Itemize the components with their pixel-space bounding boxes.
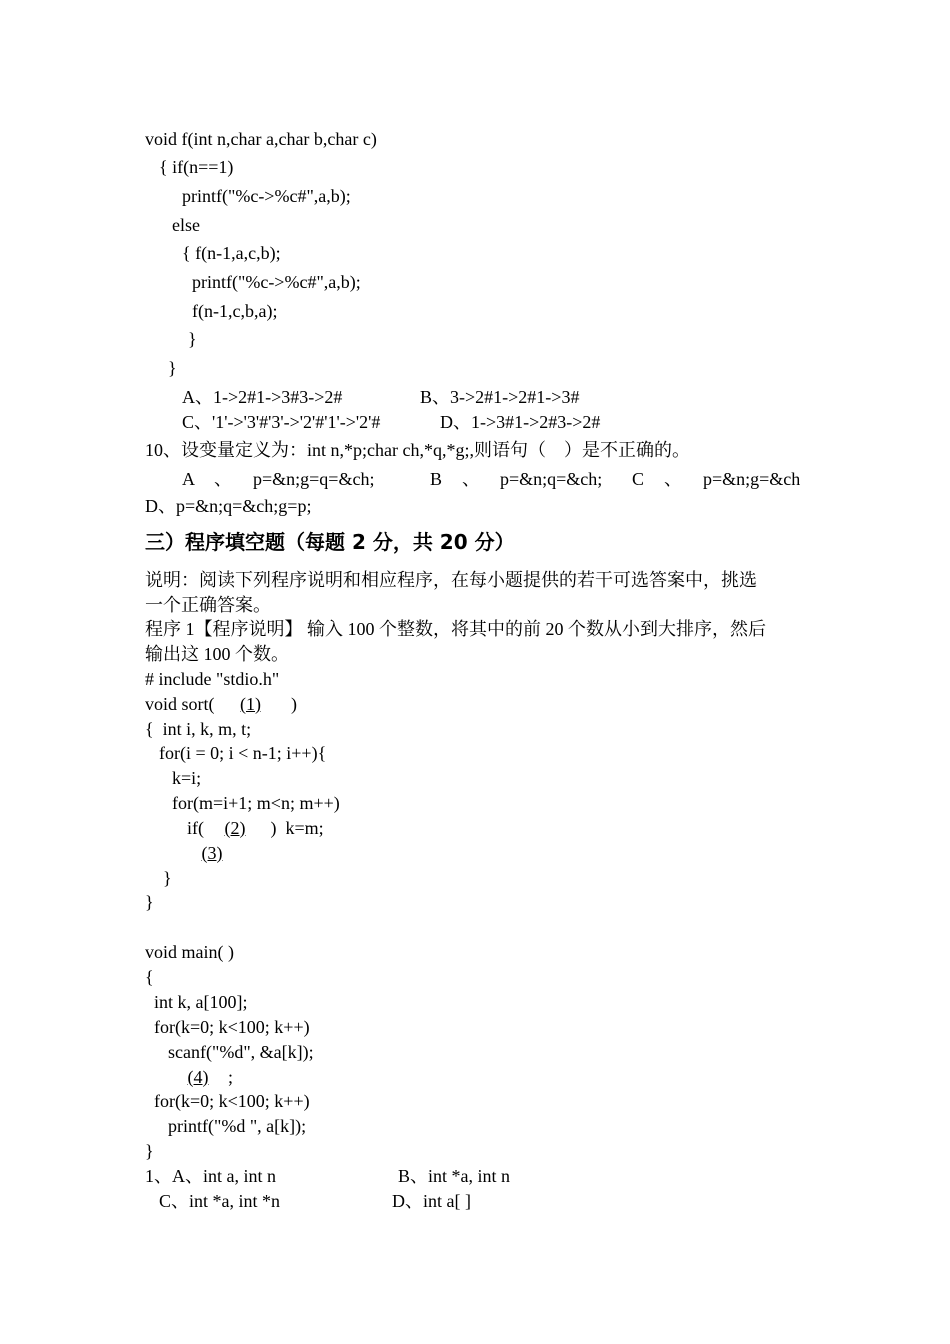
answer-option-b: B、int *a, int n: [398, 1166, 510, 1186]
code-line: for(m=i+1; m<n; m++): [172, 793, 340, 813]
q9-option-a: A、1->2#1->3#3->2#: [182, 387, 343, 407]
code-line: [168, 1065, 233, 1089]
q9-option-b: B、3->2#1->2#1->3#: [420, 387, 580, 407]
code-line: printf("%c->%c#",a,b);: [182, 186, 351, 206]
q9-option-c: C、'1'->'3'#'3'->'2'#'1'->'2'#: [182, 412, 381, 432]
q10-opt-a-sep: 、: [214, 469, 232, 489]
blank-4: (4): [187, 1067, 209, 1087]
q10-opt-a-letter: A: [182, 469, 195, 489]
q10-opt-b-sep: 、: [462, 469, 480, 489]
code-line: printf("%d ", a[k]);: [168, 1116, 307, 1136]
code-line: void f(int n,char a,char b,char c): [145, 129, 377, 149]
code-line: else: [172, 215, 200, 235]
program-description: 输出这 100 个数。: [145, 644, 289, 664]
q10-opt-b-letter: B: [430, 469, 443, 489]
section-heading: 三）程序填空题（每题 2 分，共 20 分）: [145, 530, 515, 554]
q9-option-d: D、1->3#1->2#3->2#: [440, 412, 601, 432]
blank-1: (1): [240, 694, 261, 714]
description-line: 说明：阅读下列程序说明和相应程序，在每小题提供的若干可选答案中，挑选: [145, 570, 757, 590]
q10-opt-c-sep: 、: [664, 469, 682, 489]
code-line: { if(n==1): [159, 157, 234, 177]
code-line: { f(n-1,a,c,b);: [182, 243, 281, 263]
code-line: for(k=0; k<100; k++): [154, 1017, 310, 1037]
code-line: for(k=0; k<100; k++): [154, 1091, 310, 1111]
q10-option-b: p=&n;q=&ch;: [500, 469, 603, 489]
code-text: void sort(: [145, 694, 215, 714]
q10-option-a: p=&n;g=q=&ch;: [253, 469, 375, 489]
code-line: [145, 692, 297, 716]
code-line: [187, 816, 324, 840]
code-line: }: [163, 868, 172, 888]
q10-option-c: p=&n;g=&ch: [703, 469, 801, 489]
code-line: [177, 841, 247, 865]
code-text: ;: [228, 1067, 234, 1087]
code-text: ) k=m;: [266, 818, 324, 838]
code-line: void main( ): [145, 942, 234, 962]
blank-2: (2): [224, 818, 246, 838]
code-line: scanf("%d", &a[k]);: [168, 1042, 314, 1062]
answer-option-d: D、int a[ ]: [392, 1191, 471, 1211]
code-line: { int i, k, m, t;: [145, 719, 252, 739]
code-line: int k, a[100];: [154, 992, 248, 1012]
blank-3: (3): [201, 843, 223, 863]
code-line: }: [188, 329, 197, 349]
code-text: ): [286, 694, 297, 714]
code-line: f(n-1,c,b,a);: [192, 301, 278, 321]
description-line: 一个正确答案。: [145, 595, 271, 615]
code-line: for(i = 0; i < n-1; i++){: [159, 743, 327, 763]
code-line: }: [145, 1141, 154, 1161]
answer-option-a: 1、A、int a, int n: [145, 1166, 276, 1186]
code-line: k=i;: [172, 768, 202, 788]
q10-option-d: D、p=&n;q=&ch;g=p;: [145, 496, 312, 516]
code-text: if(: [187, 818, 204, 838]
code-line: {: [145, 967, 154, 987]
code-line: # include "stdio.h": [145, 669, 280, 689]
q10-stem: 10、设变量定义为：int n,*p;char ch,*q,*g;,则语句（ ）是不正确的。: [145, 440, 690, 460]
code-line: }: [145, 892, 154, 912]
code-line: printf("%c->%c#",a,b);: [192, 272, 361, 292]
q10-opt-c-letter: C: [632, 469, 645, 489]
answer-option-c: C、int *a, int *n: [159, 1191, 280, 1211]
program-description: 程序 1【程序说明】 输入 100 个整数，将其中的前 20 个数从小到大排序，然后: [145, 619, 766, 639]
code-line: }: [168, 358, 177, 378]
